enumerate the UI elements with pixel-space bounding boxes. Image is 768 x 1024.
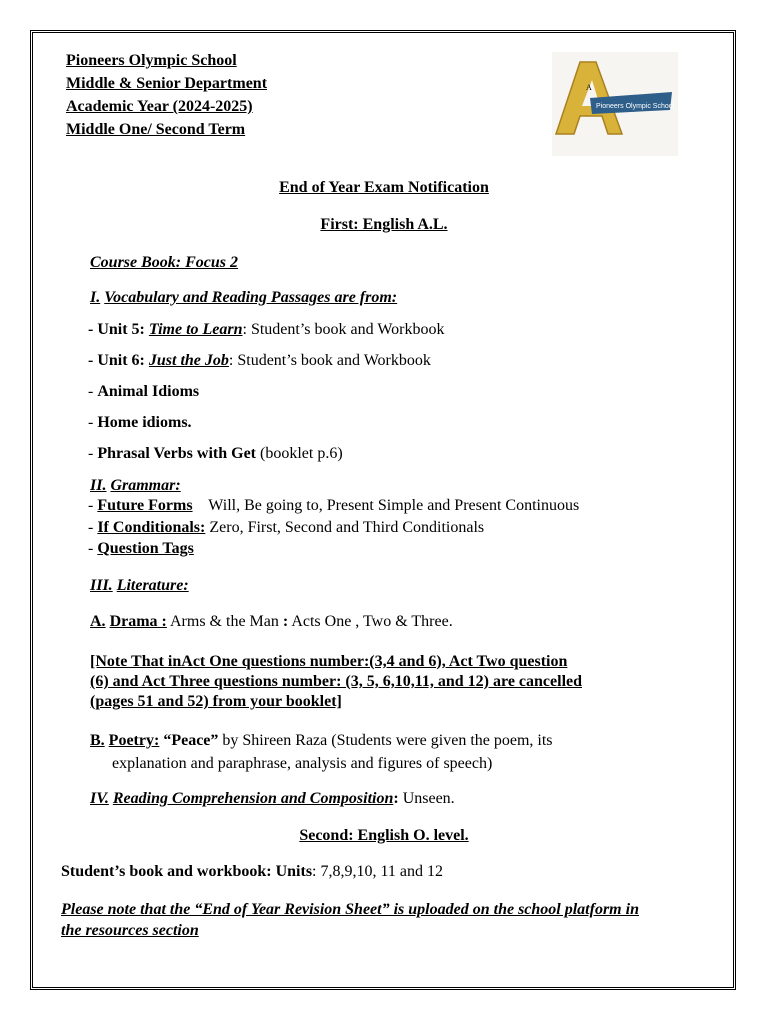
unit5-line <box>88 320 444 340</box>
section2-heading <box>90 476 181 496</box>
section2-title: Grammar: <box>110 477 181 494</box>
tags-prefix: - <box>88 540 98 557</box>
question-tags-line <box>88 539 194 559</box>
logo-small-letter: A <box>586 83 592 92</box>
animal-idioms-line <box>88 382 199 402</box>
section2-number: II. <box>90 477 107 494</box>
home-idioms: Home idioms. <box>97 414 192 431</box>
note-line-1: [Note That inAct One questions number:(3,4 and 6), Act Two question <box>90 653 568 670</box>
poetry-line-1 <box>90 731 553 751</box>
if-rest: Zero, First, Second and Third Conditionals <box>205 519 485 536</box>
home-idioms-line <box>88 413 192 433</box>
second-subject-heading: Second: English O. level. <box>299 827 469 844</box>
school-logo <box>552 52 678 156</box>
notification-title: End of Year Exam Notification <box>279 179 489 196</box>
poetry-line-2: explanation and paraphrase, analysis and figures of speech) <box>112 755 493 772</box>
footer-note-line-1: Please note that the “End of Year Revision Sheet” is uploaded on the school platform in <box>61 901 639 918</box>
section4-line <box>90 789 455 809</box>
first-subject-heading: First: English A.L. <box>320 216 448 233</box>
note-line-2a: (6) and Act Three questions number: (3, 5, 6,10,11, and 12) are <box>90 673 519 690</box>
phrasal-prefix: - <box>88 445 98 462</box>
animal-idioms: Animal Idioms <box>97 383 200 400</box>
footer-note-line-2: the resources section <box>61 922 199 939</box>
if-conditionals: If Conditionals: <box>97 519 206 536</box>
drama-line <box>90 612 453 632</box>
section1-title: Vocabulary and Reading Passages are from: <box>104 289 398 306</box>
phrasal-rest: (booklet p.6) <box>256 445 343 462</box>
poetry-rest-1: by Shireen Raza (Students were given the poem, its <box>218 732 553 749</box>
unit6-line <box>88 351 431 371</box>
unit6-name: Just the Job <box>148 352 229 369</box>
logo-graphic <box>552 52 678 156</box>
phrasal-verbs-line <box>88 444 343 464</box>
if-conditionals-line <box>88 518 484 538</box>
future-forms-line <box>88 496 579 516</box>
note-cancelled: cancelled <box>518 673 583 690</box>
future-rest: Will, Be going to, Present Simple and Present Continuous <box>192 497 580 514</box>
poetry-title: “Peace” <box>159 732 219 749</box>
home-prefix: - <box>88 414 98 431</box>
section4-title: Reading Comprehension and Composition <box>112 790 394 807</box>
grade-term: Middle One/ Second Term <box>66 121 246 138</box>
poetry-label: Poetry: <box>108 732 160 749</box>
unit5-rest: : Student’s book and Workbook <box>242 321 445 338</box>
unit6-rest: : Student’s book and Workbook <box>228 352 431 369</box>
section1-heading <box>90 288 397 308</box>
section4-number: IV. <box>90 790 109 807</box>
drama-text: Arms & the Man <box>166 613 283 630</box>
section4-rest: Unseen. <box>398 790 455 807</box>
section4-colon: : <box>393 790 399 807</box>
section3-title: Literature: <box>116 577 189 594</box>
question-tags: Question Tags <box>97 540 194 557</box>
department-name: Middle & Senior Department <box>66 75 268 92</box>
drama-rest: Acts One , Two & Three. <box>288 613 453 630</box>
olevel-line <box>61 862 443 882</box>
animal-prefix: - <box>88 383 98 400</box>
section3-number: III. <box>90 577 113 594</box>
olevel-bold: Student’s book and workbook: Units <box>61 863 313 880</box>
course-book: Course Book: Focus 2 <box>90 254 239 271</box>
unit5-prefix: - Unit 5: <box>88 321 149 338</box>
section1-number: I. <box>90 289 101 306</box>
drama-colon: : <box>282 613 289 630</box>
logo-banner-text: Pioneers Olympic School <box>596 103 675 110</box>
note-line-2 <box>90 672 582 692</box>
future-prefix: - <box>88 497 98 514</box>
drama-letter: A. <box>90 613 106 630</box>
academic-year: Academic Year (2024-2025) <box>66 98 253 115</box>
unit6-prefix: - Unit 6: <box>88 352 149 369</box>
drama-label: Drama : <box>109 613 167 630</box>
school-name: Pioneers Olympic School <box>66 52 237 69</box>
olevel-rest: : 7,8,9,10, 11 and 12 <box>312 863 443 880</box>
phrasal-verbs: Phrasal Verbs with Get <box>97 445 256 462</box>
unit5-name: Time to Learn <box>148 321 243 338</box>
note-line-3: (pages 51 and 52) from your booklet] <box>90 693 342 710</box>
if-prefix: - <box>88 519 98 536</box>
section3-heading <box>90 576 189 596</box>
poetry-letter: B. <box>90 732 105 749</box>
future-forms: Future Forms <box>97 497 193 514</box>
